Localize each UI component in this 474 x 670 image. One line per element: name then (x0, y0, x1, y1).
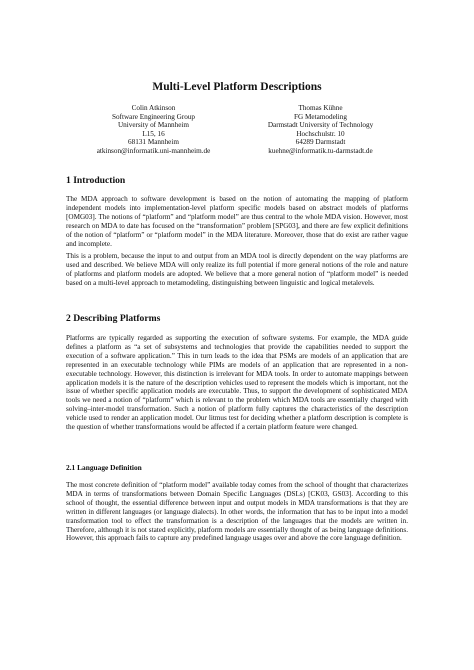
intro-paragraph-2: This is a problem, because the input to and output from an MDA tool is directly dependent on the way platforms are used and described. We believe MDA will only realize its full potential if more general notions of the role and nature of platforms and platform models are adopted. We believe that a more general notion of “platform model” is needed based on a multi-level approach to metamodeling, distinguishing between linguistic and logical metalevels. (66, 252, 408, 287)
intro-paragraph-1: The MDA approach to software development is based on the notion of automating the mapping of platform independent models into implementation-level platform specific models based on abstract models of platforms [OMG03]. The notions of “platform” and “platform model” are thus central to the whole MDA vision. However, most research on MDA to date has focused on the “transformation” problem [SPG03], and there are few explicit definitions of the notion of “platform” or “platform model” in the MDA literature. Moreover, those that do exist are rather vague and incomplete. (66, 195, 408, 248)
author-name: Colin Atkinson (131, 104, 176, 112)
author-affiliation-line: 68131 Mannheim (128, 138, 179, 147)
author-affiliation-line: Hochschulstr. 10 (296, 129, 345, 138)
author-affiliation-line: Software Engineering Group (111, 112, 196, 121)
platforms-paragraph: Platforms are typically regarded as supporting the execution of software systems. For example, the MDA guide defines a platform as “a set of subsystems and technologies that provide the capabilities needed to support the execution of a software application.” This in turn leads to the idea that PSMs are models of an application that are represented in an executable technology while PIMs are models of an application that are represented in a non-executable technology. However, this distinction is irrelevant for MDA tools. In order to automate mappings between application models it is the nature of the description vehicles used to represent the models which is important, not the issue of whether specific application models are executable. Thus, to support the development of sophisticated MDA tools we need a notion of “platform” which is relevant to the problem which MDA tools are essentially charged with solving–inter-model transformation. Such a notion of platform fully captures the characteristics of the description vehicle used to render an application model. Our litmus test for deciding whether a platform description is complete is the question of whether transformations would be affected if a certain platform feature were changed. (66, 334, 408, 432)
section-heading-introduction: 1 Introduction (66, 175, 126, 186)
author-email: kuehne@informatik.tu-darmstadt.de (268, 146, 373, 155)
author-affiliation-line: 64289 Darmstadt (295, 138, 346, 147)
author-block (66, 104, 408, 164)
author-affiliation-line: L15, 16 (142, 129, 165, 138)
author-1 (66, 104, 241, 156)
paper-title: Multi-Level Platform Descriptions (152, 81, 322, 93)
author-affiliation-line: University of Mannheim (117, 121, 190, 130)
author-affiliation-line: FG Metamodeling (294, 112, 347, 121)
author-email: atkinson@informatik.uni-mannheim.de (96, 146, 211, 155)
subsection-heading-language-definition: 2.1 Language Definition (66, 463, 142, 472)
author-name: Thomas Kühne (298, 104, 343, 112)
author-affiliation-line: Darmstadt University of Technology (267, 121, 374, 130)
language-definition-paragraph: The most concrete definition of “platform model” available today comes from the school of thought that characterizes MDA in terms of transformations between Domain Specific Languages (DSLs) [CK03, GS03]. According to this school of thought, the essential difference between input and output models in MDA transformations is that they are written in different languages (or language dialects). In other words, the information that has to be input into a model transformation tool to effect the transformation is a description of the languages that the models are written in. Therefore, although it is not stated explicitly, platform models are essentially thought of as being language definitions. However, this approach fails to capture any predefined language usages over and above the core language definition. (66, 481, 408, 543)
section-heading-describing-platforms: 2 Describing Platforms (66, 313, 161, 324)
author-2 (233, 104, 408, 156)
